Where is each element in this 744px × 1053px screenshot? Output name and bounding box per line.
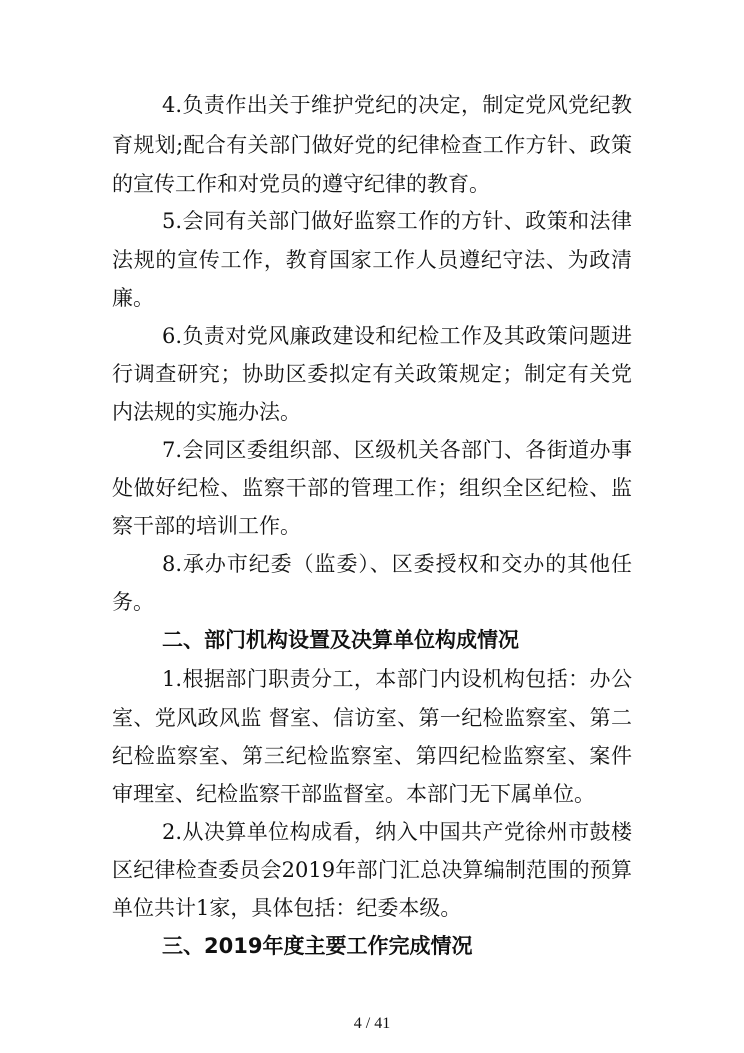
paragraph-line: 法规的宣传工作，教育国家工作人员遵纪守法、为政清 (112, 248, 632, 272)
section-heading: 二、部门机构设置及决算单位构成情况 (162, 628, 519, 652)
paragraph-line: 察干部的培训工作。 (112, 514, 301, 538)
paragraph-line: 行调查研究；协助区委拟定有关政策规定；制定有关党 (112, 362, 632, 386)
paragraph-line: 的宣传工作和对党员的遵守纪律的教育。 (112, 172, 490, 196)
paragraph-line: 内法规的实施办法。 (112, 400, 301, 424)
section-heading: 三、2019年度主要工作完成情况 (162, 934, 473, 958)
paragraph-line: 廉。 (112, 286, 154, 310)
paragraph-line: 审理室、纪检监察干部监督室。本部门无下属单位。 (112, 782, 595, 806)
paragraph-line: 纪检监察室、第三纪检监察室、第四纪检监察室、案件 (112, 744, 632, 768)
paragraph-line: 区纪律检查委员会2019年部门汇总决算编制范围的预算 (112, 858, 632, 882)
paragraph-line: 8.承办市纪委（监委）、区委授权和交办的其他任 (162, 552, 632, 576)
paragraph-line: 5.会同有关部门做好监察工作的方针、政策和法律 (162, 209, 632, 233)
paragraph-line: 处做好纪检、监察干部的管理工作；组织全区纪检、监 (112, 476, 632, 500)
paragraph-line: 单位共计1家，具体包括：纪委本级。 (112, 896, 462, 920)
paragraph-line: 1.根据部门职责分工，本部门内设机构包括：办公 (162, 667, 632, 691)
paragraph-line: 4.负责作出关于维护党纪的决定，制定党风党纪教 (162, 93, 632, 117)
paragraph-line: 7.会同区委组织部、区级机关各部门、各街道办事 (162, 438, 632, 462)
paragraph-line: 6.负责对党风廉政建设和纪检工作及其政策问题进 (162, 324, 632, 348)
paragraph-line: 2.从决算单位构成看，纳入中国共产党徐州市鼓楼 (162, 820, 632, 844)
paragraph-line: 务。 (112, 590, 154, 614)
page-number: 4 / 41 (353, 1015, 391, 1032)
paragraph-line: 室、党风政风监 督室、信访室、第一纪检监察室、第二 (112, 706, 632, 730)
paragraph-line: 育规划;配合有关部门做好党的纪律检查工作方针、政策 (112, 133, 632, 157)
